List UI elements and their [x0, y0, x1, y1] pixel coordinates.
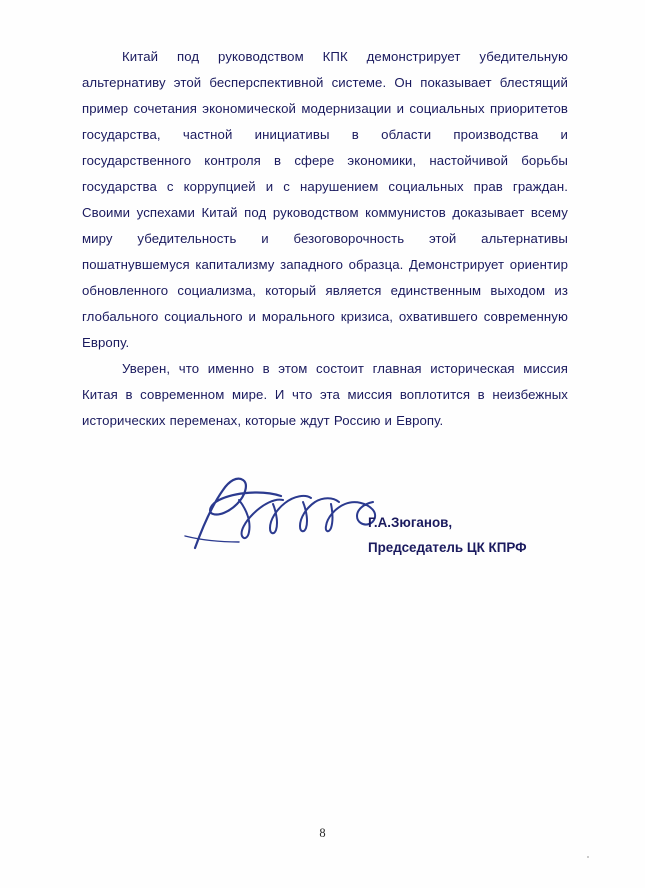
- signatory-title-line: Председатель ЦК КПРФ: [368, 540, 527, 555]
- handwritten-signature-icon: [177, 470, 392, 555]
- paragraph-1: Китай под руководством КПК демонстрирует убедительную альтернативу этой бесперспективной системе. Он показывает блестящий пример сочетания экономической модернизации и социальных приоритетов государства, частной инициативы в области производства и государственного контроля в сфере экономики, настойчивой борьбы государства с коррупцией и с нарушением социальных прав граждан. Своими успехами Китай под руководством коммунистов доказывает всему миру убедительность и безоговорочность этой альтернативы пошатнувшемуся капитализму западного образца. Демонстрирует ориентир обновленного социализма, который является единственным выходом из глобального социального и морального кризиса, охватившего современную Европу.: [82, 49, 568, 350]
- page-number: 8: [319, 826, 326, 840]
- document-body: [82, 44, 568, 434]
- paragraph-2: Уверен, что именно в этом состоит главная историческая миссия Китая в современном мире. И что эта миссия воплотится в неизбежных исторических переменах, которые ждут Россию и Европу.: [82, 361, 568, 428]
- signature-block: [82, 470, 568, 580]
- signatory-name-line-1: Г.А.Зюганов,: [368, 515, 453, 530]
- signatory-name: [368, 510, 568, 560]
- page-edge-mark: [587, 856, 589, 858]
